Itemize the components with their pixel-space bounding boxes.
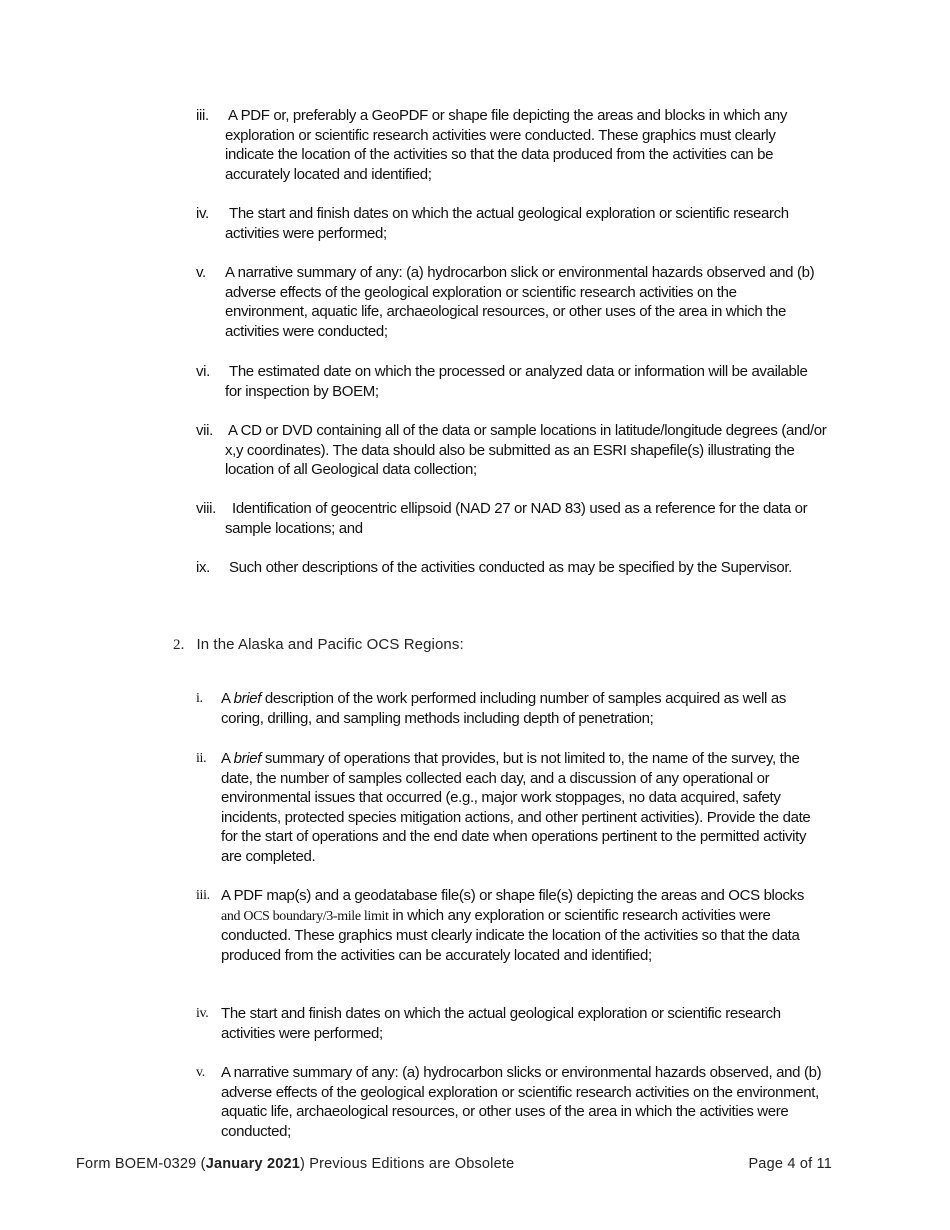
item-number: iii. xyxy=(196,107,209,124)
item-number: v. xyxy=(196,1065,205,1080)
item-number: v. xyxy=(196,264,206,281)
item-text: A PDF or, preferably a GeoPDF or shape file depicting the areas and blocks in which any exploration or scientific research activities were conducted. These graphics must clearly indicate the location of the activities so that the data produced from the activities can be accurately located and identified; xyxy=(225,107,788,183)
item-text: The estimated date on which the processed or analyzed data or information will be available for inspection by BOEM; xyxy=(225,363,808,400)
item-number: iii. xyxy=(196,888,210,903)
item-text: A brief summary of operations that provides, but is not limited to, the name of the survey, the date, the number of samples collected each day, and a discussion of any operational or environmental issues that occurred (e.g., major work stoppages, no data acquired, safety incidents, protected species mitigation actions, and other pertinent activities). Provide the date for the start of operations and the end date when operations pertinent to the permitted activity are completed. xyxy=(221,750,811,865)
list-item xyxy=(196,1063,826,1141)
list-item xyxy=(196,499,818,538)
list-item xyxy=(196,558,796,578)
item-text: The start and finish dates on which the actual geological exploration or scientific research activities were performed; xyxy=(221,1005,781,1042)
item-number: ii. xyxy=(196,751,207,766)
item-text: A CD or DVD containing all of the data or sample locations in latitude/longitude degrees (and/or x,y coordinates). The data should also be submitted as an ESRI shapefile(s) illustrating the location of all Geological data collection; xyxy=(225,422,827,479)
item-text: A PDF map(s) and a geodatabase file(s) or shape file(s) depicting the areas and OCS blocks and OCS boundary/3-mile limit in which any exploration or scientific research activities were conducted. These graphics must clearly indicate the location of the activities so that the data produced from the activities can be accurately located and identified; xyxy=(221,887,804,964)
list-item xyxy=(196,421,842,480)
list-item xyxy=(196,204,796,243)
page-number: Page 4 of 11 xyxy=(748,1156,832,1172)
list-item xyxy=(196,749,826,867)
list-item xyxy=(196,106,796,184)
list-item xyxy=(196,886,826,965)
item-number: ix. xyxy=(196,559,210,576)
item-text: Such other descriptions of the activities conducted as may be specified by the Supervisor. xyxy=(229,559,792,576)
item-number: vi. xyxy=(196,363,210,380)
item-text: A narrative summary of any: (a) hydrocarbon slick or environmental hazards observed and (b) adverse effects of the geological exploration or scientific research activities on the environment, aquatic life, archaeological resources, or other uses of the area in which the activities were conducted; xyxy=(225,264,815,340)
item-text: The start and finish dates on which the actual geological exploration or scientific research activities were performed; xyxy=(225,205,789,242)
item-number: viii. xyxy=(196,500,216,517)
item-text: Identification of geocentric ellipsoid (NAD 27 or NAD 83) used as a reference for the data or sample locations; and xyxy=(225,500,808,537)
list-item xyxy=(196,362,818,401)
item-text: A narrative summary of any: (a) hydrocarbon slicks or environmental hazards observed, and (b) adverse effects of the geological exploration or scientific research activities on the environment, aquatic life, archaeological resources, or other uses of the area in which the activities were conducted; xyxy=(221,1064,822,1140)
section-number: 2. xyxy=(173,637,185,653)
item-number: i. xyxy=(196,691,203,706)
form-date: January 2021 xyxy=(205,1156,301,1172)
section-title: In the Alaska and Pacific OCS Regions: xyxy=(196,636,464,653)
item-number: vii. xyxy=(196,422,213,439)
list-item xyxy=(196,1004,836,1043)
section-heading xyxy=(173,636,464,654)
form-footer: Form BOEM-0329 (January 2021) Previous Editions are Obsolete xyxy=(76,1156,515,1172)
item-number: iv. xyxy=(196,1006,209,1021)
list-item xyxy=(196,689,826,728)
list-item xyxy=(196,263,818,341)
item-text: A brief description of the work performed including number of samples acquired as well as coring, drilling, and sampling methods including depth of penetration; xyxy=(221,690,787,727)
item-number: iv. xyxy=(196,205,209,222)
